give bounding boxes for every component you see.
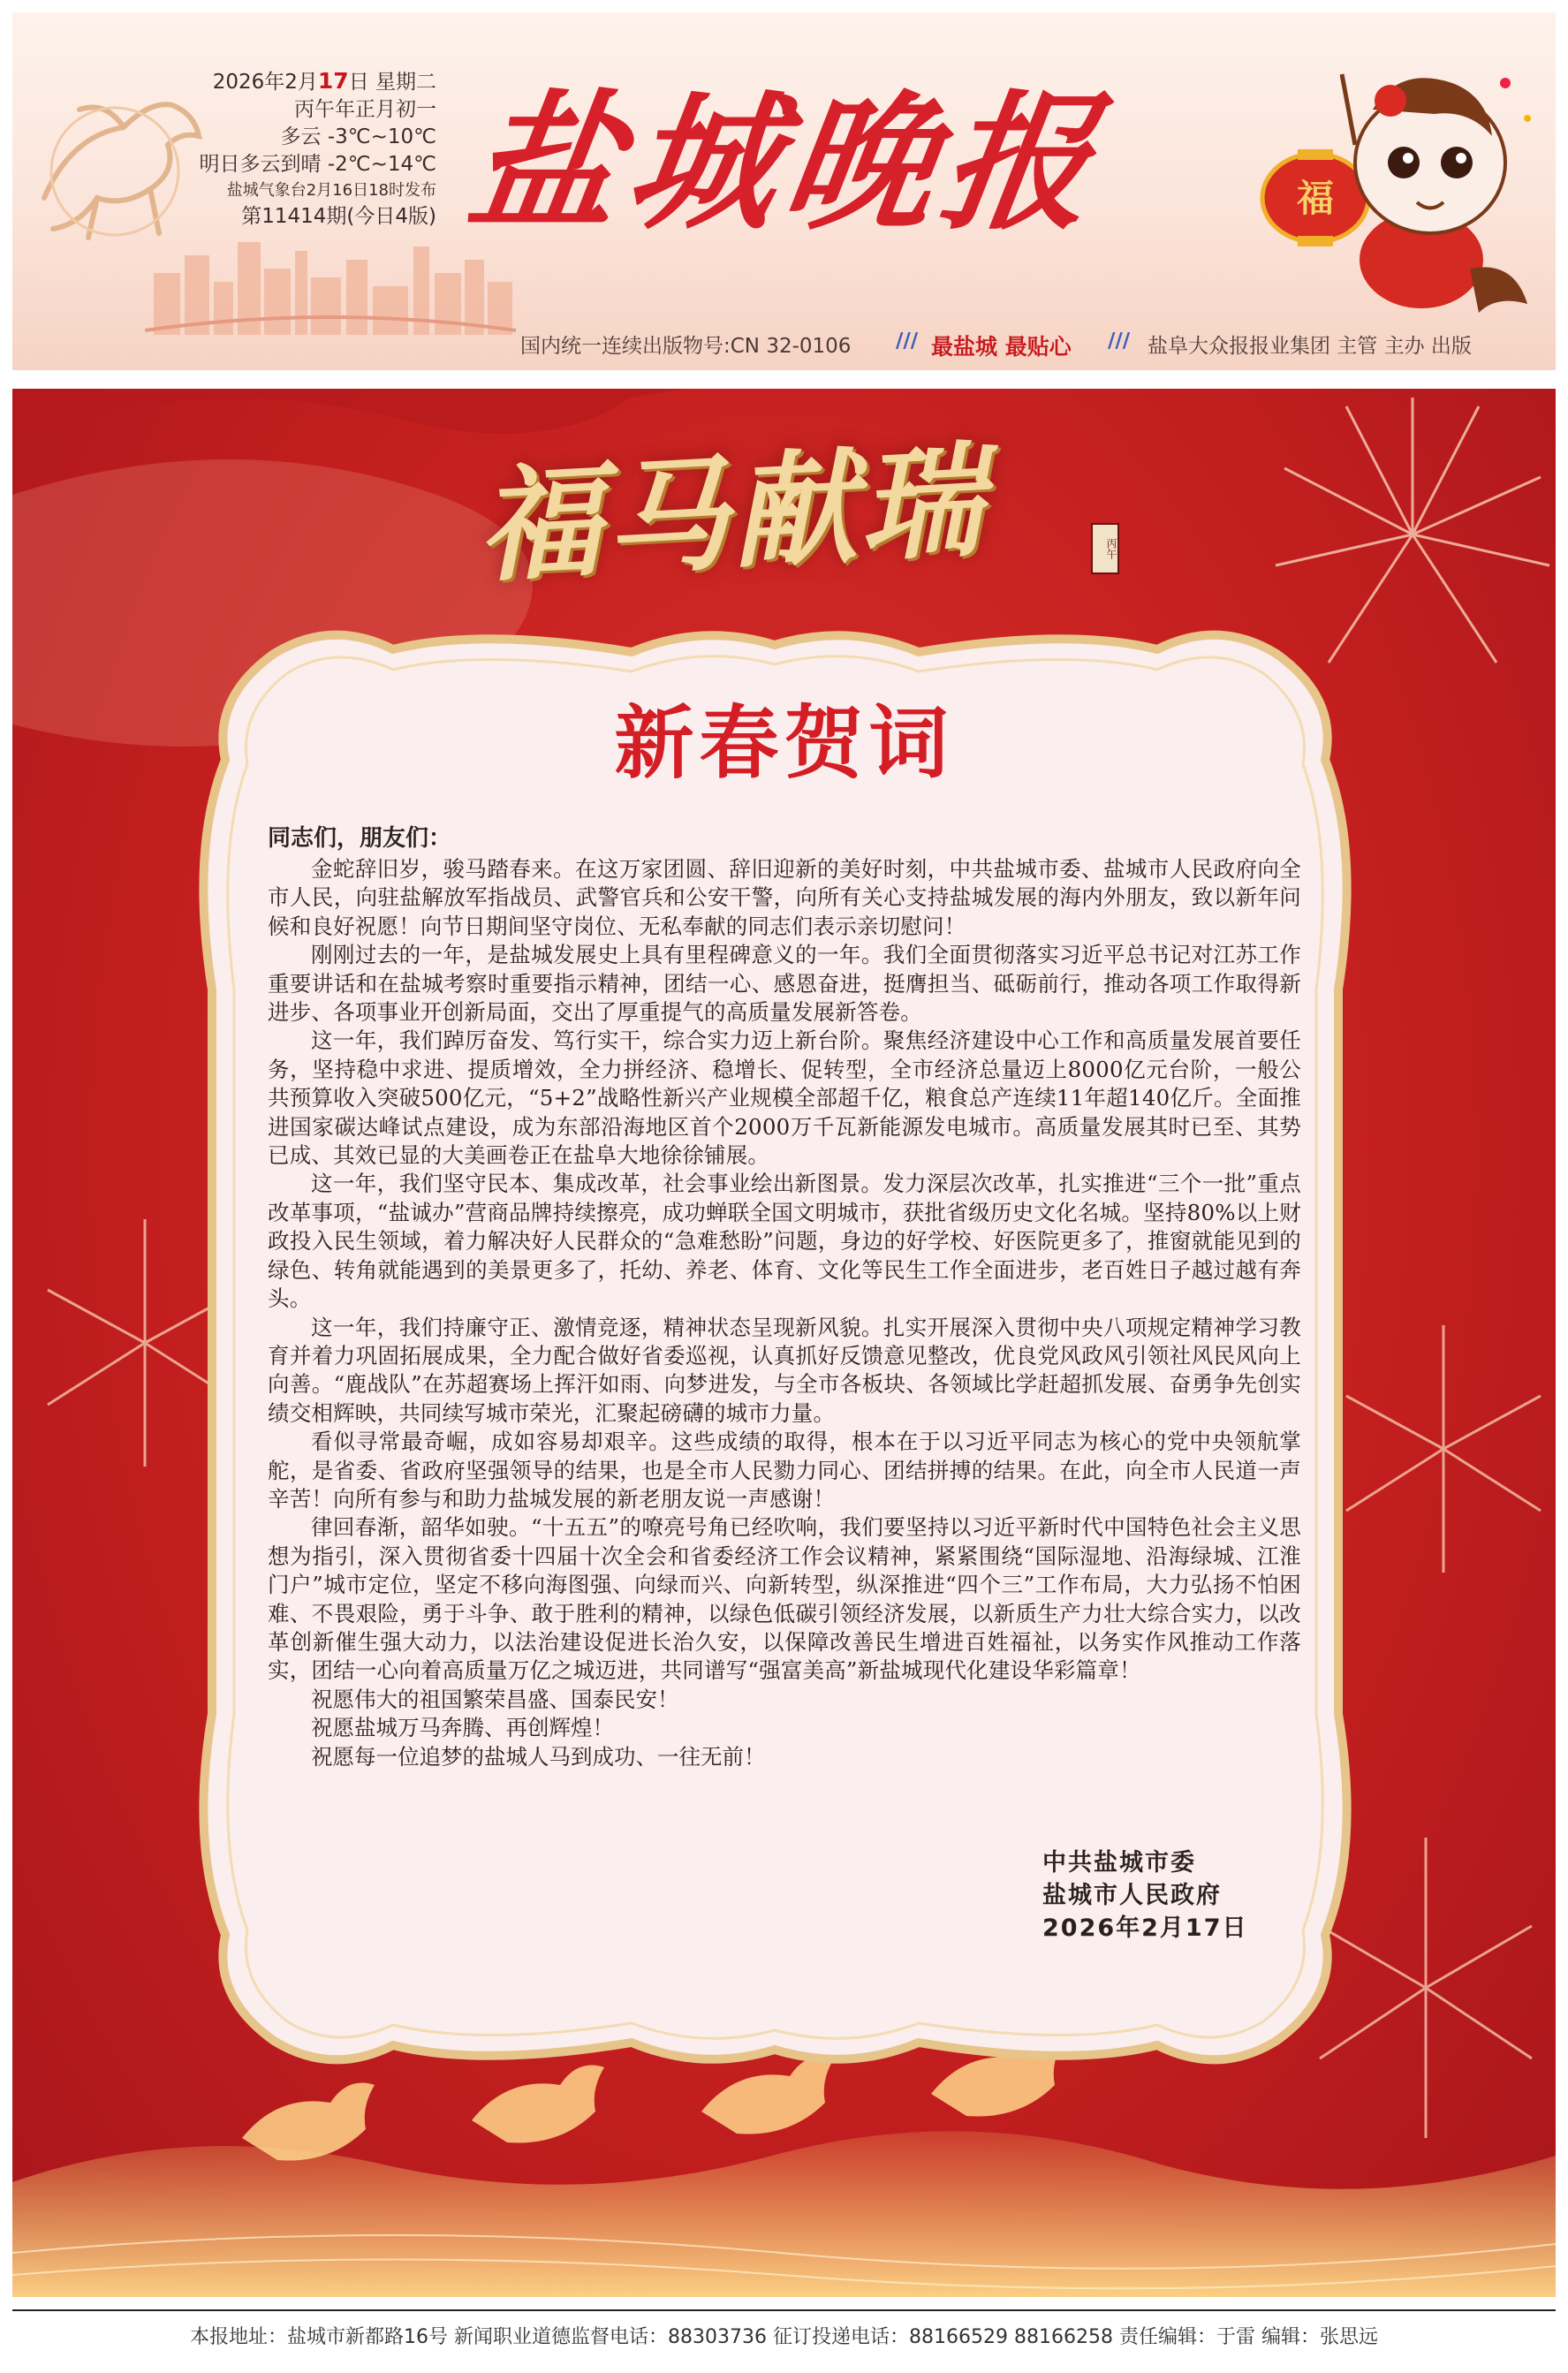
horse-mascot-icon bbox=[1223, 48, 1541, 330]
letter-paragraph: 看似寻常最奇崛，成如容易却艰辛。这些成绩的取得，根本在于以习近平同志为核心的党中央领航掌舵，是省委、省政府坚强领导的结果，也是全市人民勠力同心、团结拼搏的结果。在此，向全市人民道一声辛苦！向所有参与和助力盐城发展的新老朋友说一声感谢！ bbox=[268, 1429, 1301, 1512]
letter-paragraph: 律回春渐，韶华如驶。“十五五”的嘹亮号角已经吹响，我们要坚持以习近平新时代中国特色社会主义思想为指引，深入贯彻省委十四届十次全会和省委经济工作会议精神，紧紧围绕“国际湿地、沿海绿城、江淮门户”城市定位，坚定不移向海图强、向绿而兴、向新转型，纵深推进“四个三”工作布局，大力弘扬不怕困难、不畏艰险，勇于斗争、敢于胜利的精神，以绿色低碳引领经济发展，以新质生产力壮大综合实力，以改革创新催生强大动力，以法治建设促进长治久安，以保障改善民生增进百姓福祉，以务实作风推动工作落实，团结一心向着高质量万亿之城迈进，共同谱写“强富美高”新盐城现代化建设华彩篇章！ bbox=[268, 1514, 1301, 1684]
date-line: 2026年2月17日 星期二 bbox=[212, 68, 436, 94]
masthead bbox=[12, 12, 1556, 370]
letter-title: 新春贺词 bbox=[614, 697, 954, 790]
footer-divider bbox=[12, 2309, 1556, 2311]
publisher-text: 盐阜大众报报业集团 主管 主办 出版 bbox=[1148, 335, 1472, 358]
new-year-letter bbox=[268, 822, 1301, 1771]
letter-paragraph: 这一年，我们持廉守正、激情竞逐，精神状态呈现新风貌。扎实开展深入贯彻中央八项规定精神学习教育并着力巩固拓展成果，全力配合做好省委巡视，认真抓好反馈意见整改，优良党风政风引领社风民风向上向善。“鹿战队”在苏超赛场上挥汗如雨、向梦进发，与全市各板块、各领域比学赶超抓发展、奋勇争先创实绩交相辉映，共同续写城市荣光，汇聚起磅礴的城市力量。 bbox=[268, 1314, 1301, 1426]
letter-paragraph: 金蛇辞旧岁，骏马踏春来。在这万家团圆、辞旧迎新的美好时刻，中共盐城市委、盐城市人民政府向全市人民，向驻盐解放军指战员、武警官兵和公安干警，向所有关心支持盐城发展的海内外朋友，致以新年问候和良好祝愿！向节日期间坚守岗位、无私奉献的同志们表示亲切慰问！ bbox=[268, 856, 1301, 939]
lunar-date: 丙午年正月初一 bbox=[294, 98, 436, 121]
wish-line: 祝愿盐城万马奔腾、再创辉煌！ bbox=[311, 1715, 614, 1741]
calligraphy-title: 福马献瑞 bbox=[473, 428, 990, 600]
signature-org-government: 盐城市人民政府 bbox=[1042, 1882, 1222, 1909]
letter-paragraph: 这一年，我们踔厉奋发、笃行实干，综合实力迈上新台阶。聚焦经济建设中心工作和高质量发展首要任务，坚持稳中求进、提质增效，全力拼经济、稳增长、促转型，全市经济总量迈上8000亿元台阶，一般公共预算收入突破500亿元，“5+2”战略性新兴产业规模全部超千亿，粮食总产连续11年超140亿斤。全面推进国家碳达峰试点建设，成为东部沿海地区首个2000万千瓦新能源发电城市。高质量发展其时已至、其势已成、其效已显的大美画卷正在盐阜大地徐徐铺展。 bbox=[268, 1027, 1301, 1169]
signature-org-committee: 中共盐城市委 bbox=[1042, 1849, 1196, 1876]
letter-paragraph: 这一年，我们坚守民本、集成改革，社会事业绘出新图景。发力深层次改革，扎实推进“三个一批”重点改革事项，“盐诚办”营商品牌持续擦亮，成功蝉联全国文明城市，获批省级历史文化名城。坚持80%以上财政投入民生领域，着力解决好人民群众的“急难愁盼”问题，身边的好学校、好医院更多了，推窗就能见到的绿色、转角就能遇到的美景更多了，托幼、养老、体育、文化等民生工作全面进步，老百姓日子越过越有奔头。 bbox=[268, 1171, 1301, 1312]
weather-source: 盐城气象台2月16日18时发布 bbox=[226, 181, 436, 200]
weather-tomorrow: 明日多云到晴 -2℃~14℃ bbox=[199, 153, 436, 176]
footer-info: 本报地址：盐城市新都路16号 新闻职业道德监督电话：88303736 征订投递电话：88166529 88166258 责任编辑：于雷 编辑：张思远 bbox=[190, 2326, 1378, 2348]
paper-name: 盐城晚报 bbox=[459, 75, 1113, 250]
wish-line: 祝愿伟大的祖国繁荣昌盛、国泰民安！ bbox=[311, 1686, 679, 1712]
signature-block bbox=[1042, 1846, 1325, 1945]
separator: /// bbox=[1108, 330, 1131, 353]
signature-date: 2026年2月17日 bbox=[1042, 1914, 1248, 1942]
separator: /// bbox=[896, 330, 919, 353]
wish-line: 祝愿每一位追梦的盐城人马到成功、一往无前！ bbox=[311, 1743, 766, 1770]
date-block bbox=[189, 67, 436, 231]
slogan: 最盐城 最贴心 bbox=[931, 334, 1072, 360]
seal-stamp: 丙午 bbox=[1091, 523, 1119, 574]
letter-paragraph: 刚刚过去的一年，是盐城发展史上具有里程碑意义的一年。我们全面贯彻落实习近平总书记对江苏工作重要讲话和在盐城考察时重要指示精神，团结一心、感恩奋进，挺膺担当、砥砺前行，推动各项工作取得新进步、各项事业开创新局面，交出了厚重提气的高质量发展新答卷。 bbox=[268, 942, 1301, 1026]
salutation: 同志们，朋友们： bbox=[268, 825, 452, 852]
firework-icon bbox=[1337, 1316, 1549, 1581]
issue-number: 第11414期(今日4版) bbox=[241, 205, 436, 228]
issn-text: 国内统一连续出版物号:CN 32-0106 bbox=[520, 335, 852, 358]
weather-today: 多云 -3℃~10℃ bbox=[280, 125, 436, 148]
lantern-fu-char: 福 bbox=[1296, 177, 1335, 220]
publication-bar bbox=[12, 317, 1556, 370]
